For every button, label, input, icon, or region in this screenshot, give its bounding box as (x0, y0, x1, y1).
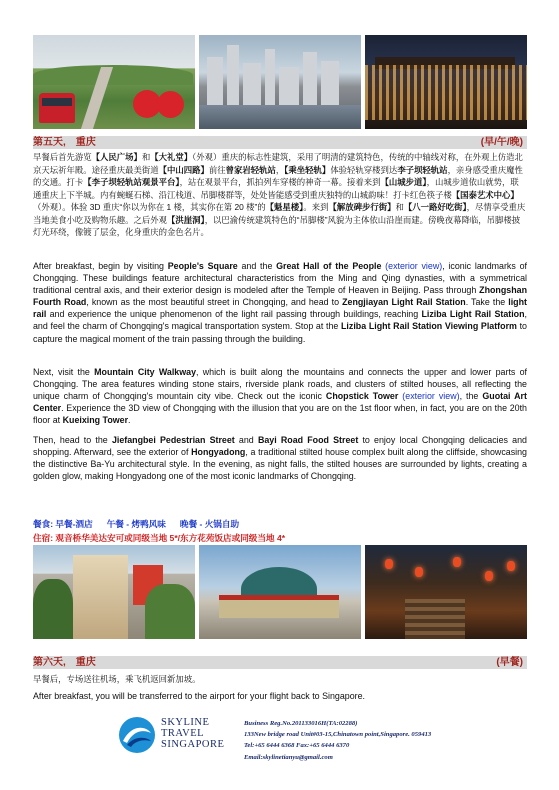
day6-title: 第六天, 重庆 (33, 657, 96, 668)
photo-great-hall-of-the-people (199, 545, 361, 639)
day5-title: 第五天, 重庆 (33, 137, 96, 148)
business-reg: Business Reg.No.20113301​6H(TA:02288) (244, 720, 358, 727)
day6-header (33, 656, 527, 669)
company-footer (117, 712, 497, 772)
address: 133New bridge road Unit#03-15,Chinatown point,Singapore. 059413 (244, 731, 432, 739)
day5-english-paragraph-2: Next, visit the Mountain City Walkway, which is built along the mountains and connects the upper and lower parts of Chongqing. The area features winding stone stairs, riverside plank roads, and clusters of stilted houses, all reflecting the unique charm of Chongqing's mountain city vibe. Check out the iconic Chopstick Tower (exterior view), the Guotai Art Center. Experience the 3D view of Chongqing with the illusion that you are on the 1st floor when, in fact, you are on the 20th floor at Kueixing Tower. (33, 367, 528, 426)
day6-meals-tag: (早餐) (496, 657, 523, 668)
photo-row-top (33, 35, 527, 129)
contact-info (244, 718, 431, 763)
brand-name: SKYLINE TRAVEL SINGAPORE (161, 717, 225, 750)
photo-row-middle (33, 545, 527, 639)
day5-chinese-paragraph: 早餐后首先游览【人民广场】和【大礼堂】（外观）重庆的标志性建筑，采用了明清的建筑特色，传统的中轴线对称，在外观上仿造北京天坛祈年殿。途径重庆最美街道【中山四路】前往曾家岩轻轨站，【乘坐轻轨】体验轻轨穿楼到达李子坝轻轨站，亲身感受重庆魔性的交通。打卡【李子坝轻轨站观景平台】，站在观景平台，抓拍列车穿楼的神奇一幕。接着来到【山城步道】，山城步道依山就势，联通重庆上下半城。内有蜿蜒石梯、沿江栈道、吊脚楼群等，处处皆能感受到重庆独特的山城韵味！打卡红色筷子楼【国泰艺术中心】（外观）。体验 3D 重庆“你以为你在 1 楼，其实你在第 20 楼”的【魁星楼】。来到【解放碑步行街】和【八一路好吃街】，尽情享受重庆当地美食小吃及购物乐趣。之后外观【洪崖洞】，以巴渝传统建筑特色的“吊脚楼”风貌为主体依山沿崖而建。傍晚夜幕降临，吊脚楼披灯光环绕，像镀了层金，化身重庆的金色名片。 (33, 152, 526, 237)
day5-meals: 餐食: 早餐-酒店 午餐 - 烤鸭风味 晚餐 - 火锅自助 (33, 519, 240, 529)
day6-english-text: After breakfast, you will be transferred to the airport for your flight back to Singapore. (33, 691, 365, 701)
photo-hongyadong-night (365, 35, 527, 129)
photo-walkway-buildings (33, 545, 195, 639)
day6-chinese-text: 早餐后，专场送往机场，乘飞机返回新加坡。 (33, 674, 201, 684)
photo-countryside-red-sculptures (33, 35, 195, 129)
email: Email:skylinetianyu@gmail.com (244, 753, 333, 761)
skyline-logo-icon (117, 715, 157, 755)
day5-meals-tag: (早/午/晚) (480, 137, 523, 148)
day5-header (33, 136, 527, 149)
photo-old-street-lanterns (365, 545, 527, 639)
day5-english-paragraph-1: After breakfast, begin by visiting People's Square and the Great Hall of the People (exterior view), iconic landmarks of Chongqing. These buildings feature architectural characteristics from the Ming and Qing dynasties, with a symmetrical traditional central axis, and their exterior design is modeled after the Temple of Heaven in Beijing. Pass through Zhongshan Fourth Road, known as the most beautiful street in Chongqing, and head to Zengjiayan Light Rail Station. Take the light rail and experience the unique phenomenon of the light rail passing through buildings, reaching Liziba Light Rail Station, and feel the charm of Chongqing's magical transportation system. Stop at the Liziba Light Rail Station Viewing Platform to capture the magical moment of the train passing through the building. (33, 261, 527, 344)
photo-chongqing-city-river (199, 35, 361, 129)
tel-fax: Tel:+65 6444 6368 Fax:+65 6444 6370 (244, 742, 350, 750)
day5-hotel: 住宿: 观音桥华美达安可或同级当地 5*/东方花苑饭店或同级当地 4* (33, 533, 286, 543)
day5-english-paragraph-3: Then, head to the Jiefangbei Pedestrian Street and Bayi Road Food Street to enjoy local Chongqing delicacies and shopping. Afterward, see the exterior of Hongyadong, a traditional stilted house complex built along the cliffside, showcasing the distinctive Ba-Yu architectural style. In the evening, as night falls, the stilted houses are surrounded by lights, creating a golden glow, making Hongyadong one of the most iconic landmarks of Chongqing. (33, 435, 527, 482)
